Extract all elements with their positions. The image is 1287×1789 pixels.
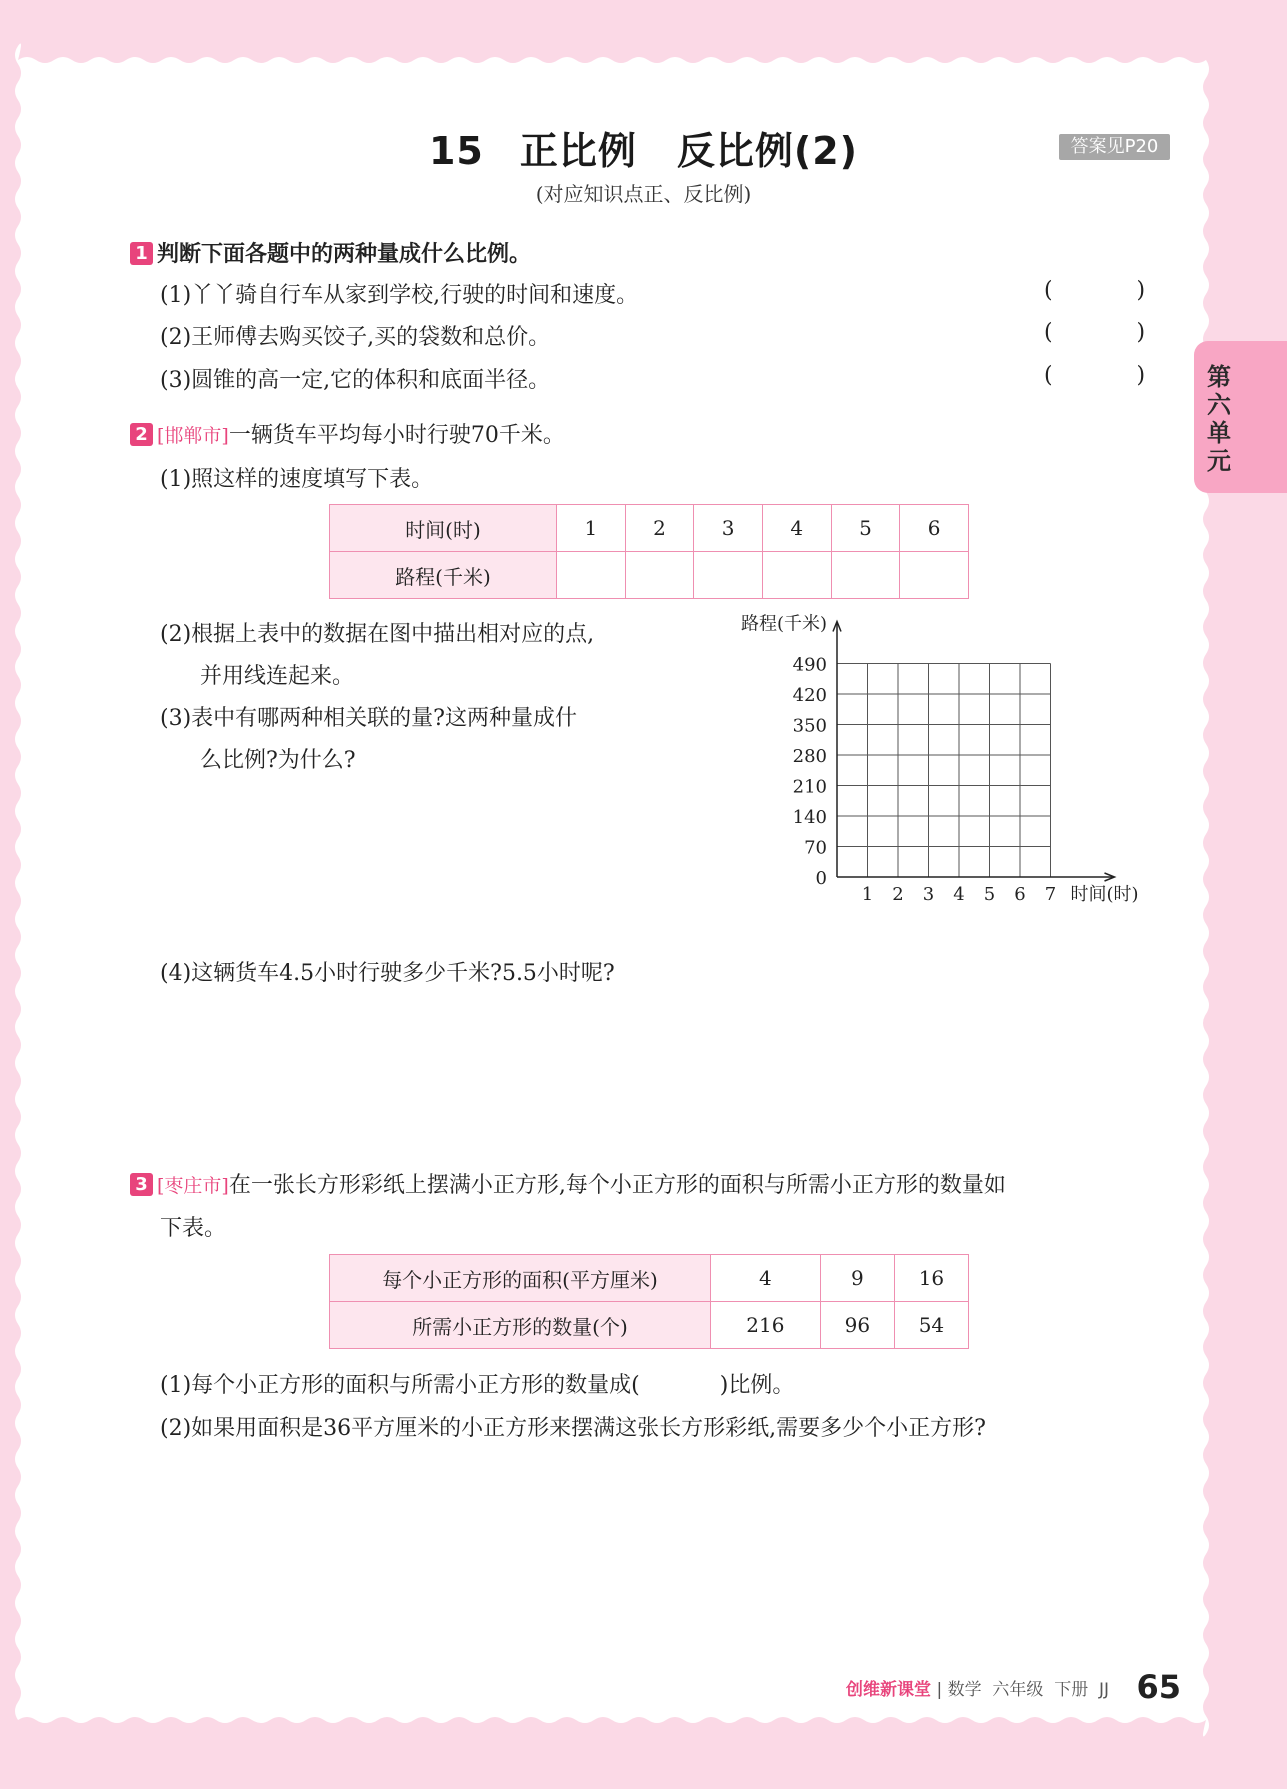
- y-tick-label: 70: [804, 837, 827, 859]
- q3-number: 3: [130, 1173, 153, 1196]
- page-subtitle: (对应知识点正、反比例): [535, 182, 752, 206]
- q2-text: 一辆货车平均每小时行驶70千米。: [228, 423, 565, 448]
- x-tick-label: 3: [922, 884, 935, 905]
- title-part2: 反比例(2): [676, 129, 859, 173]
- q2-sub2-line1: (2)根据上表中的数据在图中描出相对应的点,: [160, 622, 595, 647]
- page-number: 65: [1136, 1668, 1181, 1706]
- q3-table-count-3: 54: [894, 1302, 968, 1349]
- table-row: [330, 552, 969, 599]
- x-tick-label: 6: [1014, 884, 1026, 905]
- q2-table-distance-cell-5[interactable]: [831, 552, 900, 599]
- answer-reference-badge: 答案见P20: [1059, 134, 1170, 160]
- q2-sub3-line1: (3)表中有哪两种相关联的量?这两种量成什: [160, 706, 577, 731]
- footer-brand: 创维新课堂: [846, 1680, 932, 1700]
- footer-volume: 下册: [1054, 1680, 1089, 1700]
- q2-table-hour-1: 1: [557, 505, 626, 552]
- x-tick-label: 4: [953, 884, 965, 905]
- q2-table-distance-cell-1[interactable]: [557, 552, 626, 599]
- q1-heading-text: 判断下面各题中的两种量成什么比例。: [157, 242, 532, 267]
- table-row: [330, 1255, 969, 1302]
- q2-table-hour-4: 4: [762, 505, 831, 552]
- q3-table-area-1: 4: [711, 1255, 821, 1302]
- q2-table-distance-cell-4[interactable]: [762, 552, 831, 599]
- q2-sub4: (4)这辆货车4.5小时行驶多少千米?5.5小时呢?: [160, 961, 615, 986]
- q1-heading: [130, 237, 531, 268]
- q1-number: 1: [130, 242, 153, 265]
- q2-sub1: (1)照这样的速度填写下表。: [160, 467, 434, 492]
- q3-sub1-text-b: )比例。: [719, 1373, 795, 1398]
- footer-grade: 六年级: [992, 1680, 1044, 1700]
- q3-squares-table: [329, 1254, 969, 1349]
- unit-side-tab: [1194, 341, 1287, 493]
- q2-table-row2-label: 路程(千米): [330, 552, 557, 599]
- x-tick-label: 5: [983, 884, 996, 905]
- q2-table-distance-cell-3[interactable]: [694, 552, 763, 599]
- y-tick-label: 140: [792, 807, 827, 828]
- q1-answer-blank-1[interactable]: ( ): [1044, 278, 1146, 303]
- title-part1: 正比例: [519, 129, 637, 173]
- q2-sub3-line2: 么比例?为什么?: [200, 748, 356, 773]
- unit-side-tab-label: 第六单元: [1207, 363, 1231, 475]
- y-tick-label: 0: [815, 868, 827, 889]
- q2-sub2-line2: 并用线连起来。: [200, 664, 355, 689]
- y-tick-label: 350: [792, 715, 827, 737]
- q1-item-2: (2)王师傅去购买饺子,买的袋数和总价。: [160, 325, 551, 350]
- y-axis-label: 路程(千米): [740, 613, 827, 635]
- q1-item-3: (3)圆锥的高一定,它的体积和底面半径。: [160, 368, 551, 393]
- q3-table-row1-label: 每个小正方形的面积(平方厘米): [330, 1255, 711, 1302]
- x-tick-label: 1: [861, 884, 874, 905]
- q2-heading: [130, 418, 565, 449]
- q2-source-tag: [邯郸市]: [157, 425, 229, 447]
- x-axis-label: 时间(时): [1070, 884, 1139, 905]
- page-footer: 创维新课堂 | 数学 六年级 下册 JJ 65: [846, 1668, 1181, 1706]
- q2-table-distance-cell-6[interactable]: [900, 552, 969, 599]
- q2-table-hour-5: 5: [831, 505, 900, 552]
- q3-sub2: (2)如果用面积是36平方厘米的小正方形来摆满这张长方形彩纸,需要多少个小正方形?: [160, 1416, 986, 1441]
- q3-text-line1: 在一张长方形彩纸上摆满小正方形,每个小正方形的面积与所需小正方形的数量如: [228, 1173, 1006, 1198]
- q3-table-row2-label: 所需小正方形的数量(个): [330, 1302, 711, 1349]
- q1-answer-blank-3[interactable]: ( ): [1044, 363, 1146, 388]
- table-row: [330, 505, 969, 552]
- footer-edition: JJ: [1099, 1680, 1110, 1700]
- y-tick-label: 210: [792, 776, 827, 798]
- q3-sub1: [160, 1368, 794, 1399]
- q3-text-line2: 下表。: [160, 1216, 227, 1241]
- q3-table-area-2: 9: [820, 1255, 894, 1302]
- q3-source-tag: [枣庄市]: [157, 1175, 229, 1197]
- q1-answer-blank-2[interactable]: ( ): [1044, 320, 1146, 345]
- q2-table-hour-2: 2: [625, 505, 694, 552]
- q2-number: 2: [130, 423, 153, 446]
- q3-table-count-2: 96: [820, 1302, 894, 1349]
- table-row: [330, 1302, 969, 1349]
- y-tick-label: 280: [792, 746, 827, 767]
- q2-speed-table: [329, 504, 969, 599]
- q2-distance-time-chart[interactable]: [700, 610, 1170, 910]
- q1-item-1: (1)丫丫骑自行车从家到学校,行驶的时间和速度。: [160, 283, 639, 308]
- q3-sub1-text-a: (1)每个小正方形的面积与所需小正方形的数量成(: [160, 1373, 640, 1398]
- q2-table-hour-6: 6: [900, 505, 969, 552]
- footer-subject: 数学: [947, 1680, 982, 1700]
- x-tick-label: 7: [1044, 884, 1057, 905]
- q3-table-area-3: 16: [894, 1255, 968, 1302]
- q3-table-count-1: 216: [711, 1302, 821, 1349]
- q2-table-distance-cell-2[interactable]: [625, 552, 694, 599]
- q2-table-hour-3: 3: [694, 505, 763, 552]
- q3-heading: [130, 1168, 1006, 1199]
- lesson-number: 15: [428, 129, 484, 173]
- y-tick-label: 420: [792, 685, 827, 706]
- y-tick-label: 490: [792, 654, 827, 676]
- x-tick-label: 2: [892, 884, 904, 905]
- q2-table-row1-label: 时间(时): [330, 505, 557, 552]
